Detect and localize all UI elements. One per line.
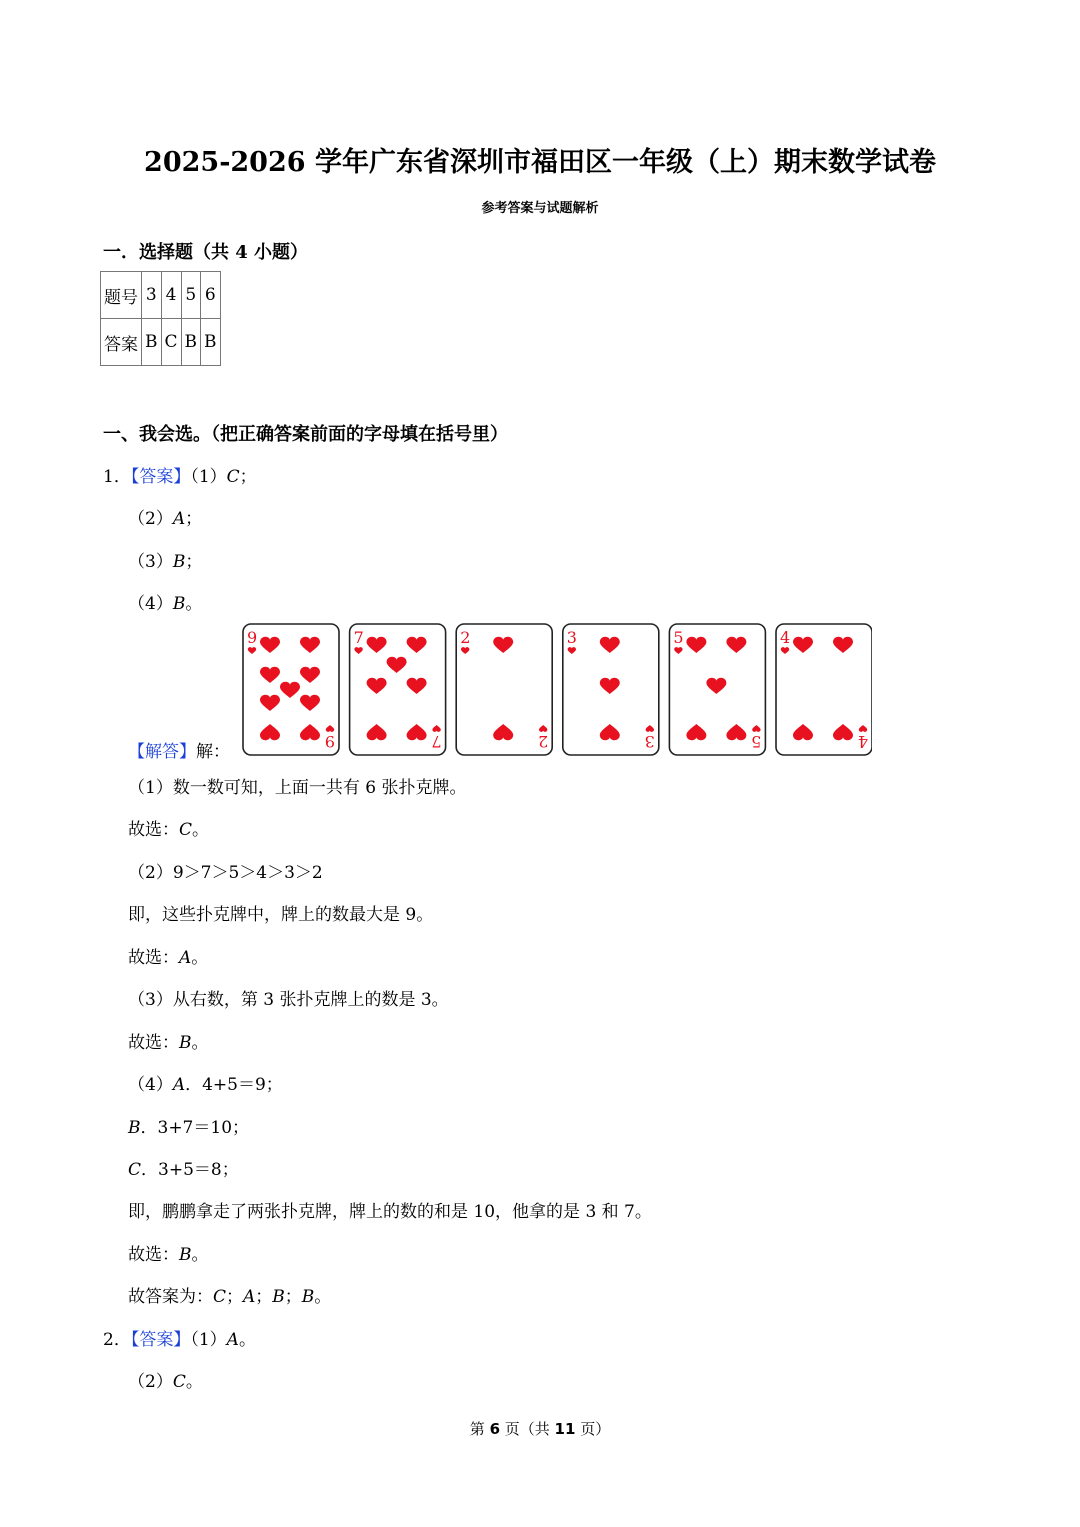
option-letter: C (172, 1372, 186, 1392)
option-letter: B (172, 594, 186, 614)
text: （3） (128, 552, 173, 572)
table-cell: 5 (181, 272, 201, 319)
playing-card-5 (669, 624, 765, 755)
q1-answer-4 (128, 589, 202, 614)
q1-answer-3 (128, 547, 202, 572)
text: ； (284, 1287, 302, 1307)
text: 。 (191, 1245, 209, 1265)
q2-answer-2 (128, 1367, 203, 1392)
text: 故选： (128, 1033, 179, 1053)
card-rank: 5 (751, 732, 762, 751)
table-cell: B (201, 319, 221, 366)
card-rank: 3 (644, 732, 655, 751)
card-rank: 9 (247, 628, 258, 647)
table-cell: B (181, 319, 201, 366)
solution-line (128, 815, 209, 840)
text: 故选： (128, 948, 179, 968)
answer-table (100, 271, 221, 366)
answer-tag: 【答案】 (130, 467, 191, 487)
solution-line: 即，这些扑克牌中，牌上的数最大是 9。 (128, 905, 434, 925)
solution-line: （3）从右数，第 3 张扑克牌上的数是 3。 (128, 990, 449, 1010)
solution-line (128, 1113, 249, 1138)
table-cell-label: 答案 (101, 319, 142, 366)
card-rank: 9 (324, 732, 335, 751)
table-cell: C (161, 319, 181, 366)
option-letter: A (243, 1287, 256, 1307)
text: 。 (191, 1033, 209, 1053)
option-letter: B (179, 1033, 192, 1053)
text: 页） (575, 1420, 611, 1438)
playing-cards-svg (242, 623, 872, 757)
document-subtitle: 参考答案与试题解析 (481, 201, 599, 216)
answer-tag: 【答案】 (130, 1330, 191, 1350)
solution-line (128, 1028, 209, 1053)
text: （4） (128, 1075, 173, 1095)
answer-table-row-numbers (101, 272, 221, 319)
option-letter: A (172, 509, 186, 529)
page-footer (0, 1418, 1080, 1439)
solution-line: （1）数一数可知，上面一共有 6 张扑克牌。 (128, 778, 467, 798)
table-cell: 4 (161, 272, 181, 319)
card-rank: 3 (566, 628, 577, 647)
card-rank: 4 (780, 628, 791, 647)
q1-answer-line (103, 462, 257, 487)
option-letter: B (128, 1118, 141, 1138)
text: ．3+7＝10； (140, 1118, 250, 1138)
card-rank: 2 (538, 732, 549, 751)
text: ； (239, 467, 257, 487)
section-heading-select: 一、我会选。（把正确答案前面的字母填在括号里） (103, 424, 508, 445)
text: ； (226, 1287, 244, 1307)
playing-card-3 (563, 624, 659, 755)
option-letter: C (128, 1160, 142, 1180)
option-letter: A (179, 948, 192, 968)
text: ．4+5＝9； (185, 1075, 283, 1095)
answer-table-row-answers (101, 319, 221, 366)
question-number: 2． (103, 1330, 131, 1350)
text: 故选： (128, 1245, 179, 1265)
text: ； (255, 1287, 273, 1307)
text: （2） (128, 1372, 173, 1392)
option-letter: B (172, 552, 186, 572)
text: （2） (128, 509, 173, 529)
option-letter: C (179, 820, 193, 840)
text: ．3+5＝8； (141, 1160, 239, 1180)
q1-answer-2 (128, 504, 202, 529)
q2-answer-line (103, 1325, 256, 1350)
table-cell: B (142, 319, 162, 366)
playing-card-4 (776, 624, 872, 755)
q1-solve-line (128, 737, 230, 762)
solution-line (128, 1240, 209, 1265)
text: 故答案为： (128, 1287, 213, 1307)
text: 。 (314, 1287, 332, 1307)
page-number: 6 (489, 1420, 500, 1438)
table-cell-label: 题号 (101, 272, 142, 319)
table-cell: 6 (201, 272, 221, 319)
option-letter: C (213, 1287, 227, 1307)
option-letter: A (226, 1330, 239, 1350)
card-rank: 7 (353, 628, 364, 647)
text: 。 (185, 594, 203, 614)
option-letter: B (301, 1287, 315, 1307)
question-number: 1． (103, 467, 131, 487)
text: 页（共 (500, 1420, 555, 1438)
text: 。 (192, 820, 210, 840)
card-rank: 2 (460, 628, 471, 647)
solution-line (128, 1155, 239, 1180)
text: （4） (128, 594, 173, 614)
option-letter: B (272, 1287, 285, 1307)
text: 第 (469, 1420, 490, 1438)
text: 故选： (128, 820, 179, 840)
document-title: 2025-2026 学年广东省深圳市福田区一年级（上）期末数学试卷 (144, 147, 936, 178)
solution-line (128, 1070, 283, 1095)
text: （1） (190, 467, 227, 487)
section-heading-choice: 一．选择题（共 4 小题） (103, 242, 309, 263)
solution-line (128, 1282, 331, 1307)
solve-tag: 【解答】 (128, 742, 196, 762)
option-letter: C (226, 467, 240, 487)
playing-card-9 (243, 624, 339, 755)
text: ； (185, 509, 203, 529)
playing-card-2 (456, 624, 552, 755)
text: （1） (190, 1330, 227, 1350)
text: 。 (238, 1330, 256, 1350)
card-border (350, 624, 446, 755)
solution-line: 即，鹏鹏拿走了两张扑克牌，牌上的数的和是 10，他拿的是 3 和 7。 (128, 1202, 652, 1222)
page-total: 11 (554, 1420, 576, 1438)
option-letter: A (172, 1075, 186, 1095)
solution-line: （2）9＞7＞5＞4＞3＞2 (128, 863, 323, 883)
text: 解： (196, 742, 230, 762)
option-letter: B (179, 1245, 192, 1265)
card-rank: 5 (673, 628, 684, 647)
card-rank: 4 (857, 732, 868, 751)
text: ； (185, 552, 203, 572)
card-border (776, 624, 872, 755)
table-cell: 3 (142, 272, 162, 319)
card-rank: 7 (431, 732, 442, 751)
playing-cards-figure (242, 623, 872, 757)
text: 。 (185, 1372, 203, 1392)
solution-line (128, 943, 208, 968)
text: 。 (191, 948, 209, 968)
playing-card-7 (350, 624, 446, 755)
